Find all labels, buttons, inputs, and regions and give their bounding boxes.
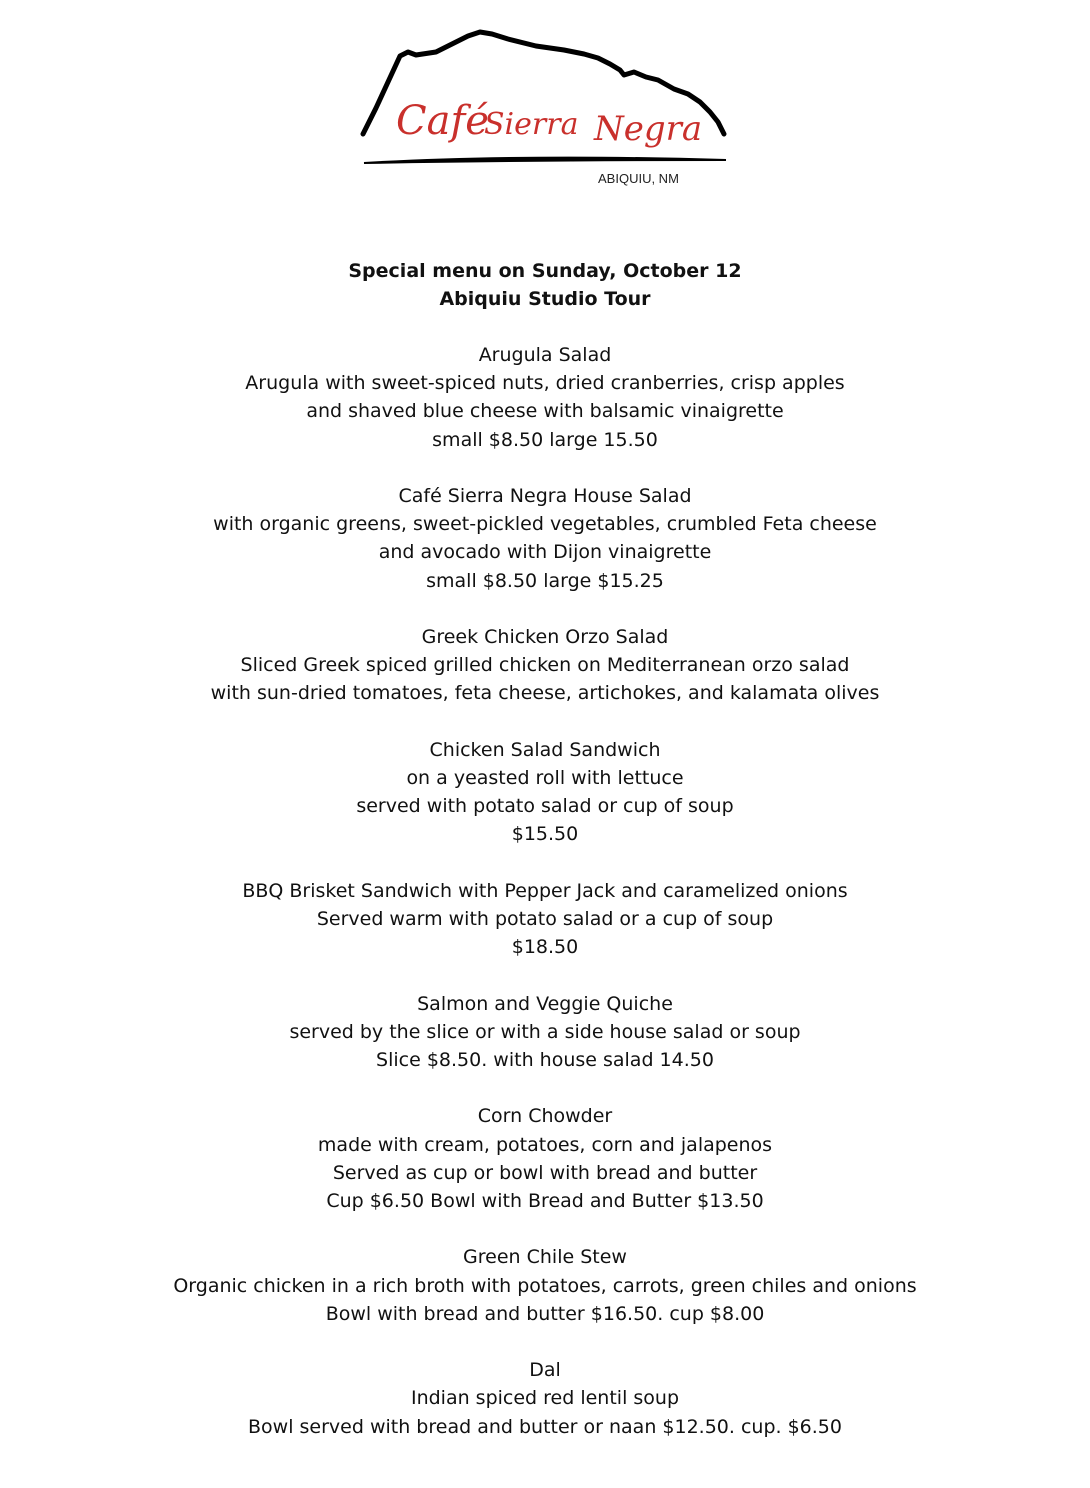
menu-item-name: Chicken Salad Sandwich bbox=[429, 738, 661, 761]
menu-item-price: Bowl served with bread and butter or naan $12.50. cup. $6.50 bbox=[248, 1415, 842, 1438]
menu-item-name: Green Chile Stew bbox=[463, 1246, 627, 1269]
menu-item-price: small $8.50 large $15.25 bbox=[426, 569, 664, 592]
menu-item-description: made with cream, potatoes, corn and jalapenos bbox=[317, 1133, 773, 1156]
menu-item-name: Salmon and Veggie Quiche bbox=[417, 992, 673, 1015]
menu-item-price: small $8.50 large 15.50 bbox=[432, 428, 658, 451]
menu-list bbox=[0, 341, 1090, 1469]
menu-item-description: and avocado with Dijon vinaigrette bbox=[378, 541, 712, 564]
menu-item-price: Slice $8.50. with house salad 14.50 bbox=[376, 1049, 714, 1071]
menu-item bbox=[0, 623, 1090, 708]
menu-item-description: Sliced Greek spiced grilled chicken on Mediterranean orzo salad bbox=[240, 654, 850, 677]
menu-item-description: Served warm with potato salad or a cup of soup bbox=[316, 908, 774, 930]
brand-negra: Negra bbox=[594, 109, 703, 149]
menu-item-name: BBQ Brisket Sandwich with Pepper Jack and caramelized onions bbox=[242, 879, 848, 902]
brand-cafe: Café bbox=[396, 98, 489, 144]
menu-item-price: Cup $6.50 Bowl with Bread and Butter $13.50 bbox=[326, 1190, 764, 1212]
menu-item bbox=[0, 1102, 1090, 1215]
menu-item-description: and shaved blue cheese with balsamic vinaigrette bbox=[306, 400, 784, 423]
menu-item-description: Served as cup or bowl with bread and butter bbox=[332, 1161, 758, 1184]
menu-item bbox=[0, 877, 1090, 962]
menu-item-name: Corn Chowder bbox=[477, 1105, 613, 1128]
menu-item-price: Bowl with bread and butter $16.50. cup $8.00 bbox=[325, 1302, 765, 1325]
menu-item-description: with sun-dried tomatoes, feta cheese, artichokes, and kalamata olives bbox=[210, 682, 880, 705]
menu-item-description: Indian spiced red lentil soup bbox=[410, 1387, 680, 1410]
menu-item bbox=[0, 482, 1090, 595]
menu-item bbox=[0, 1356, 1090, 1441]
heading-date: Special menu on Sunday, October 12 bbox=[348, 260, 742, 282]
mountain-silhouette-icon bbox=[358, 22, 730, 192]
menu-item-description: served with potato salad or cup of soup bbox=[356, 795, 734, 818]
location-label: ABIQUIU, NM bbox=[598, 171, 679, 186]
menu-item-name: Dal bbox=[529, 1359, 561, 1382]
menu-item-name: Café Sierra Negra House Salad bbox=[398, 485, 692, 507]
menu-item-description: served by the slice or with a side house salad or soup bbox=[289, 1020, 801, 1043]
menu-item-name: Arugula Salad bbox=[478, 344, 612, 366]
menu-item bbox=[0, 990, 1090, 1075]
menu-item bbox=[0, 341, 1090, 454]
menu-item-description: Organic chicken in a rich broth with potatoes, carrots, green chiles and onions bbox=[173, 1274, 917, 1297]
menu-item bbox=[0, 1243, 1090, 1328]
brand-sierra: Sierra bbox=[484, 107, 579, 142]
menu-item-name: Greek Chicken Orzo Salad bbox=[421, 626, 669, 648]
cafe-logo bbox=[358, 22, 730, 192]
menu-item-description: with organic greens, sweet-pickled vegetables, crumbled Feta cheese bbox=[213, 513, 877, 536]
menu-item-price: $15.50 bbox=[511, 823, 579, 846]
menu-item-price: $18.50 bbox=[511, 936, 579, 959]
menu-heading bbox=[0, 257, 1090, 313]
menu-item bbox=[0, 736, 1090, 849]
heading-event: Abiquiu Studio Tour bbox=[439, 288, 651, 310]
menu-item-description: Arugula with sweet-spiced nuts, dried cranberries, crisp apples bbox=[245, 372, 845, 395]
menu-item-description: on a yeasted roll with lettuce bbox=[406, 767, 684, 789]
